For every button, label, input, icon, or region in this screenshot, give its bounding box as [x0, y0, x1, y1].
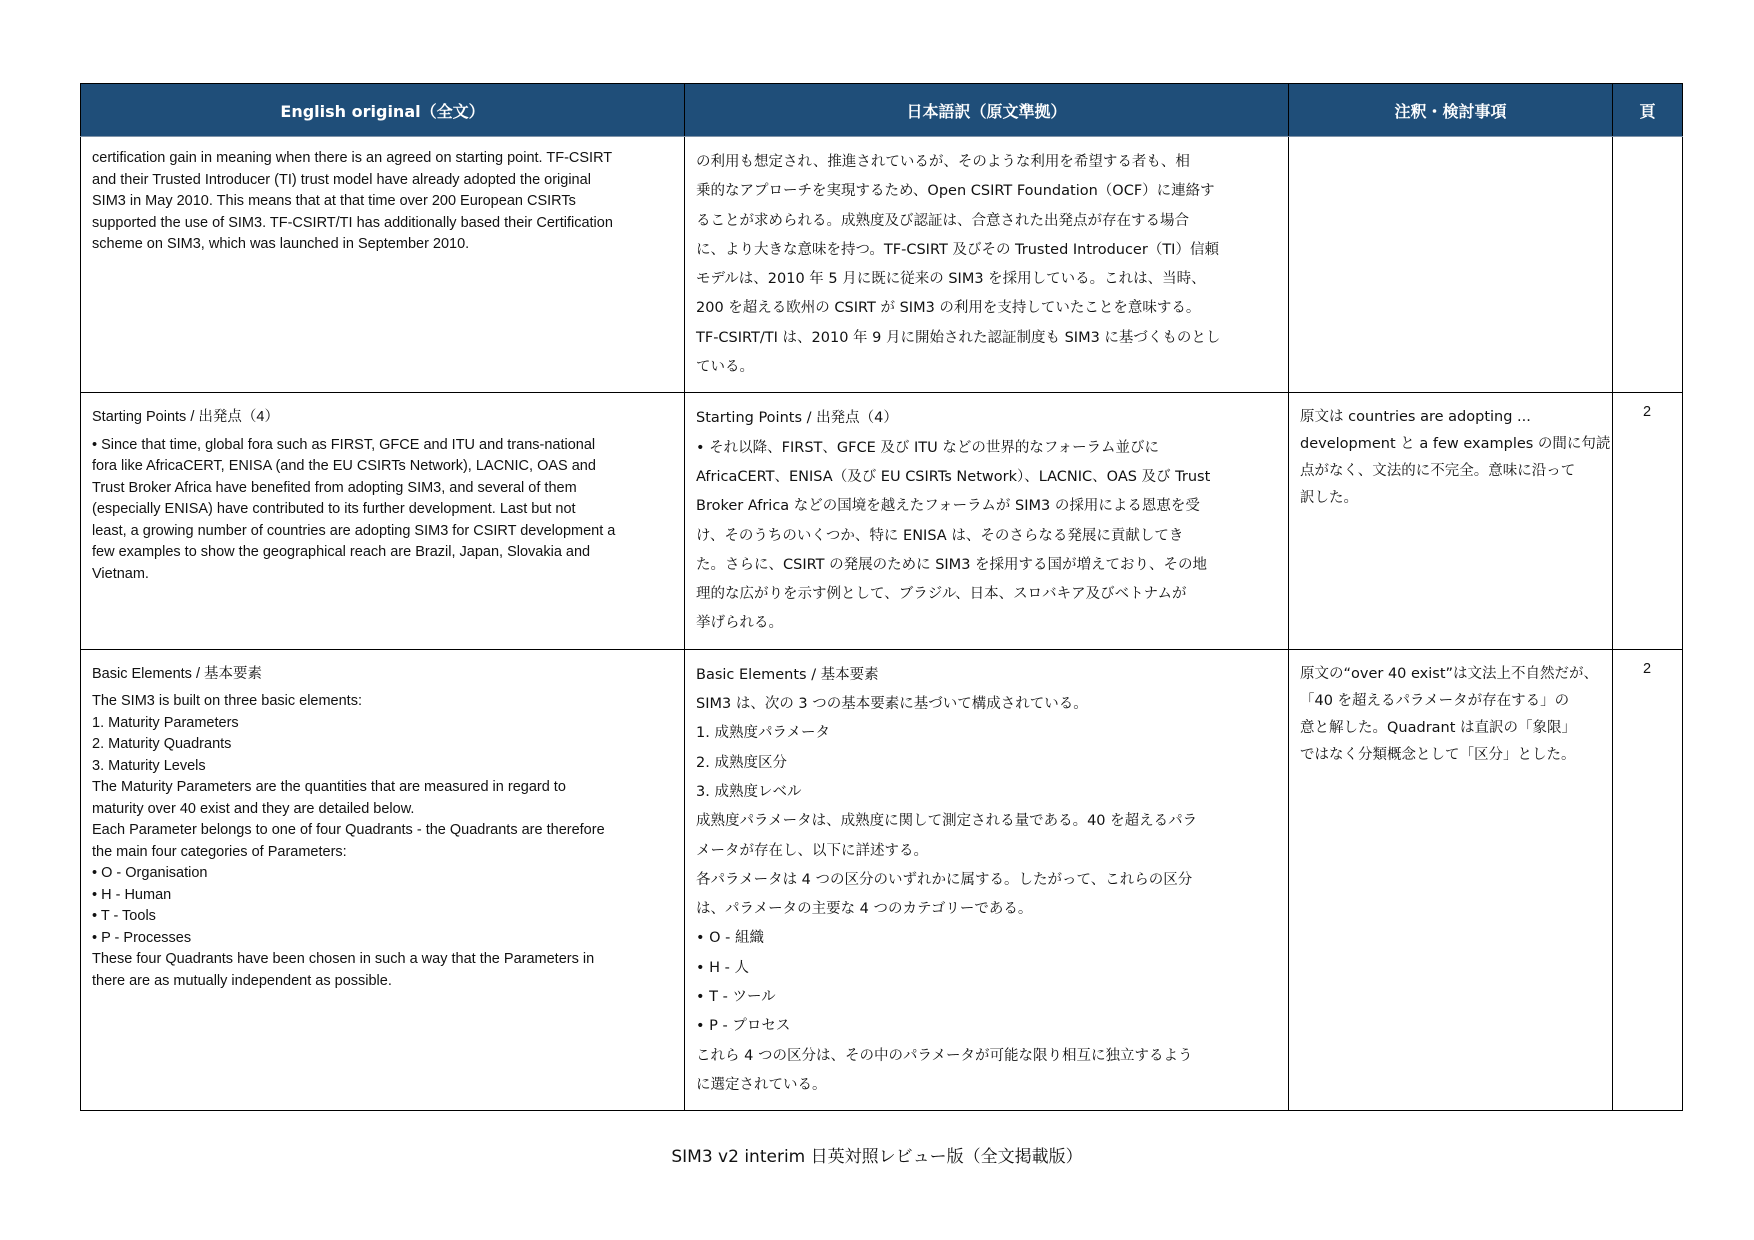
- english-text-line: 2. Maturity Quadrants: [92, 736, 232, 753]
- note-text-line: 点がなく、文法的に不完全。意味に沿って: [1300, 463, 1576, 480]
- english-text-line: (especially ENISA) have contributed to its further development. Last but not: [92, 501, 576, 518]
- japanese-text-line: Basic Elements / 基本要素: [696, 666, 879, 683]
- japanese-text-line: に、より大きな意味を持つ。TF-CSIRT 及びその Trusted Introducer（TI）信頼: [696, 241, 1219, 258]
- header-japanese-translation: 日本語訳（原文準拠）: [685, 84, 1289, 137]
- english-text-line: 1. Maturity Parameters: [92, 714, 239, 731]
- japanese-text-line: • P - プロセス: [696, 1018, 791, 1035]
- japanese-text-line: に選定されている。: [696, 1076, 827, 1093]
- japanese-text-line: 1. 成熟度パラメータ: [696, 725, 831, 742]
- japanese-text-line: AfricaCERT、ENISA（及び EU CSIRTs Network）、LACNIC、OAS 及び Trust: [696, 468, 1211, 485]
- japanese-text-line: の利用も想定され、推進されているが、そのような利用を希望する者も、相: [696, 154, 1190, 170]
- note-text-line: 原文の“over 40 exist”は文法上不自然だが、: [1300, 665, 1599, 682]
- page-number-cell: 2: [1613, 649, 1683, 1110]
- note-text-line: development と a few examples の間に句読: [1300, 436, 1611, 453]
- english-text-line: Vietnam.: [92, 565, 149, 582]
- english-text-line: The SIM3 is built on three basic elements:: [92, 693, 362, 710]
- table-header-row: [81, 84, 1683, 137]
- english-text-line: few examples to show the geographical reach are Brazil, Japan, Slovakia and: [92, 544, 591, 561]
- table-row: [81, 137, 1683, 393]
- page-footer: SIM3 v2 interim 日英対照レビュー版（全文掲載版）: [671, 1147, 1083, 1167]
- english-text-line: • T - Tools: [92, 908, 156, 925]
- table-row: [81, 393, 1683, 649]
- japanese-text-line: け、そのうちのいくつか、特に ENISA は、そのさらなる発展に貢献してき: [696, 527, 1184, 544]
- japanese-text-line: 2. 成熟度区分: [696, 754, 787, 771]
- english-text-line: scheme on SIM3, which was launched in September 2010.: [92, 236, 470, 252]
- japanese-text-line: Starting Points / 出発点（4）: [696, 410, 898, 427]
- japanese-text-line: 3. 成熟度レベル: [696, 783, 802, 800]
- japanese-text-line: ることが求められる。成熟度及び認証は、合意された出発点が存在する場合: [696, 212, 1189, 229]
- japanese-translation-cell: [685, 649, 1289, 1110]
- english-original-cell: [81, 649, 685, 1110]
- english-original-cell: [81, 393, 685, 649]
- header-english-original: English original（全文）: [81, 84, 685, 137]
- english-text-line: Each Parameter belongs to one of four Quadrants - the Quadrants are therefore: [92, 822, 605, 839]
- notes-cell: [1289, 393, 1613, 649]
- japanese-text-line: モデルは、2010 年 5 月に既に従来の SIM3 を採用している。これは、当時、: [696, 271, 1206, 288]
- english-text-line: Trust Broker Africa have benefited from adopting SIM3, and several of them: [92, 479, 577, 496]
- english-text-line: • O - Organisation: [92, 865, 208, 882]
- notes-cell: [1289, 649, 1613, 1110]
- note-text-line: 原文は countries are adopting ...: [1300, 409, 1531, 426]
- japanese-text-line: • H - 人: [696, 959, 750, 976]
- english-original-cell: [81, 137, 685, 393]
- review-table: [80, 83, 1683, 1111]
- japanese-text-line: ている。: [696, 359, 754, 376]
- english-text-line: The Maturity Parameters are the quantities that are measured in regard to: [92, 779, 566, 796]
- japanese-text-line: 理的な広がりを示す例として、ブラジル、日本、スロバキア及びベトナムが: [696, 586, 1187, 603]
- english-text-line: supported the use of SIM3. TF-CSIRT/TI has additionally based their Certification: [92, 214, 613, 231]
- english-text-line: certification gain in meaning when there is an agreed on starting point. TF-CSIRT: [92, 150, 613, 166]
- japanese-text-line: • それ以降、FIRST、GFCE 及び ITU などの世界的なフォーラム並びに: [696, 439, 1159, 456]
- english-text-line: These four Quadrants have been chosen in such a way that the Parameters in: [92, 951, 595, 968]
- english-text-line: and their Trusted Introducer (TI) trust model have already adopted the original: [92, 171, 591, 188]
- english-text-line: maturity over 40 exist and they are detailed below.: [92, 800, 415, 817]
- english-text-line: there are as mutually independent as possible.: [92, 972, 392, 989]
- japanese-text-line: TF-CSIRT/TI は、2010 年 9 月に開始された認証制度も SIM3 に基づくものとし: [696, 329, 1221, 346]
- note-text-line: 「40 を超えるパラメータが存在する」の: [1300, 692, 1570, 709]
- japanese-text-line: は、パラメータの主要な 4 つのカテゴリーである。: [696, 901, 1033, 918]
- section-title: Basic Elements / 基本要素: [92, 665, 263, 682]
- japanese-text-line: これら 4 つの区分は、その中のパラメータが可能な限り相互に独立するよう: [696, 1047, 1193, 1064]
- note-text-line: 訳した。: [1300, 490, 1358, 507]
- english-text-line: • H - Human: [92, 886, 172, 903]
- english-text-line: the main four categories of Parameters:: [92, 843, 347, 860]
- japanese-text-line: 各パラメータは 4 つの区分のいずれかに属する。したがって、これらの区分: [696, 871, 1193, 888]
- english-text-line: least, a growing number of countries are adopting SIM3 for CSIRT development a: [92, 522, 616, 539]
- english-text-line: • Since that time, global fora such as FIRST, GFCE and ITU and trans-national: [92, 436, 596, 453]
- note-text-line: ではなく分類概念として「区分」とした。: [1300, 746, 1576, 763]
- section-title: Starting Points / 出発点（4）: [92, 409, 279, 426]
- note-text-line: 意と解した。Quadrant は直訳の「象限」: [1300, 719, 1577, 736]
- english-text-line: SIM3 in May 2010. This means that at that time over 200 European CSIRTs: [92, 193, 576, 209]
- japanese-text-line: SIM3 は、次の 3 つの基本要素に基づいて構成されている。: [696, 696, 1088, 713]
- japanese-text-line: • T - ツール: [696, 989, 776, 1006]
- header-page: 頁: [1613, 84, 1683, 137]
- header-notes: 注釈・検討事項: [1289, 84, 1613, 137]
- japanese-text-line: メータが存在し、以下に詳述する。: [696, 842, 928, 859]
- english-text-line: fora like AfricaCERT, ENISA (and the EU CSIRTs Network), LACNIC, OAS and: [92, 458, 596, 475]
- japanese-text-line: • O - 組織: [696, 930, 765, 947]
- japanese-text-line: 成熟度パラメータは、成熟度に関して測定される量である。40 を超えるパラ: [696, 813, 1198, 830]
- japanese-translation-cell: [685, 137, 1289, 393]
- notes-cell: [1289, 137, 1613, 393]
- japanese-text-line: 乗的なアプローチを実現するため、Open CSIRT Foundation（OCF）に連絡す: [696, 183, 1215, 200]
- page-number-cell: 2: [1613, 393, 1683, 649]
- japanese-text-line: た。さらに、CSIRT の発展のために SIM3 を採用する国が増えており、その地: [696, 556, 1208, 573]
- table-row: [81, 649, 1683, 1110]
- japanese-text-line: Broker Africa などの国境を越えたフォーラムが SIM3 の採用による恩恵を受: [696, 498, 1200, 515]
- japanese-text-line: 挙げられる。: [696, 615, 783, 632]
- english-text-line: 3. Maturity Levels: [92, 757, 206, 774]
- japanese-translation-cell: [685, 393, 1289, 649]
- page-number-cell: [1613, 137, 1683, 393]
- english-text-line: • P - Processes: [92, 929, 192, 946]
- japanese-text-line: 200 を超える欧州の CSIRT が SIM3 の利用を支持していたことを意味する。: [696, 300, 1201, 317]
